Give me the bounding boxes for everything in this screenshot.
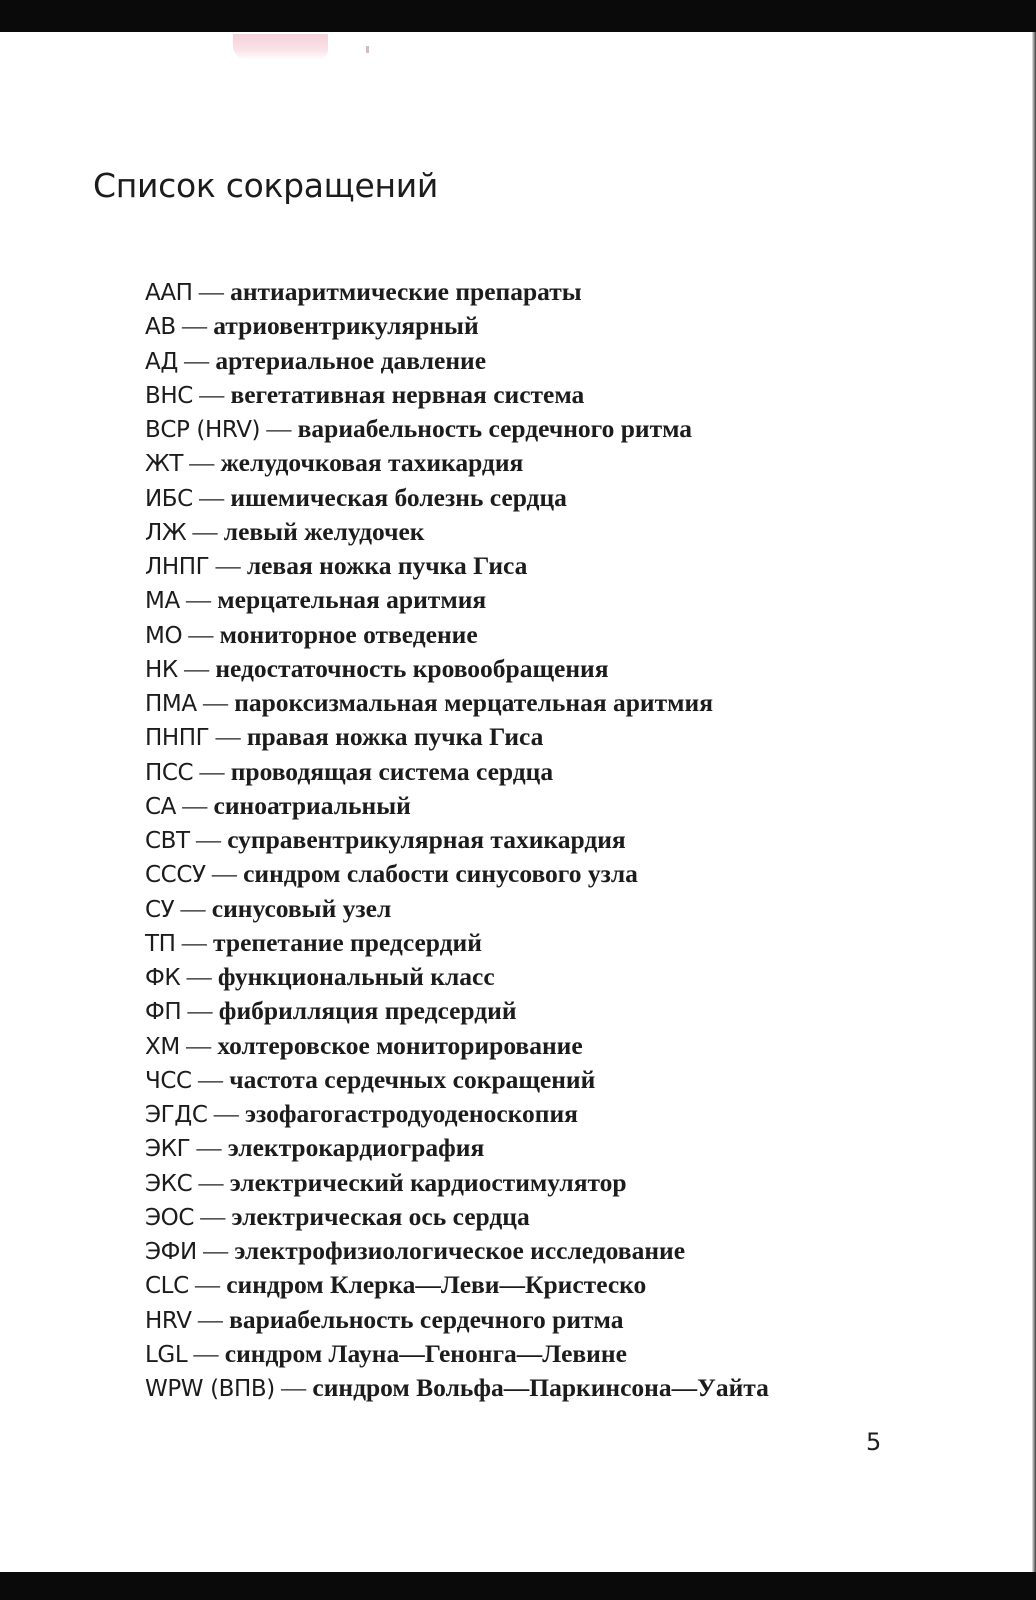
- abbreviation-item: [145, 618, 769, 652]
- abbreviation-item: [145, 857, 769, 891]
- abbreviation-term: ФК: [145, 965, 181, 991]
- abbreviation-separator: —: [182, 621, 220, 649]
- abbreviation-item: [145, 481, 769, 515]
- abbreviation-separator: —: [187, 1340, 225, 1368]
- abbreviation-separator: —: [191, 1306, 230, 1334]
- abbreviation-item: [145, 1063, 769, 1097]
- abbreviation-definition: ишемическая болезнь сердца: [230, 482, 567, 512]
- abbreviation-term: ЭОС: [145, 1204, 195, 1231]
- abbreviation-term: ВНС: [145, 382, 193, 409]
- abbreviation-definition: пароксизмальная мерцательная аритмия: [234, 688, 713, 717]
- abbreviation-definition: частота сердечных сокращений: [229, 1064, 596, 1094]
- abbreviation-item: [145, 823, 769, 857]
- abbreviation-definition: вариабельность сердечного ритма: [229, 1304, 624, 1334]
- abbreviation-term: НК: [145, 656, 178, 683]
- abbreviation-item: [145, 1234, 769, 1268]
- abbreviation-separator: —: [188, 1272, 227, 1300]
- abbreviation-term: ПСС: [145, 759, 194, 786]
- abbreviation-term: АД: [145, 348, 178, 375]
- abbreviation-definition: синдром слабости синусового узла: [243, 859, 638, 889]
- abbreviation-item: [145, 583, 769, 617]
- abbreviation-term: CLC: [145, 1273, 189, 1300]
- abbreviation-item: [145, 515, 769, 549]
- abbreviation-definition: фибрилляция предсердий: [218, 996, 517, 1026]
- abbreviation-definition: левая ножка пучка Гиса: [246, 551, 528, 580]
- abbreviation-term: СУ: [145, 896, 175, 923]
- scan-border-top: [0, 0, 1036, 32]
- abbreviation-item: [145, 960, 769, 994]
- abbreviation-item: [145, 1131, 769, 1165]
- abbreviation-definition: холтеровское мониторирование: [217, 1030, 583, 1060]
- abbreviation-term: HRV: [145, 1307, 192, 1334]
- abbreviation-term: АВ: [145, 314, 176, 341]
- abbreviation-separator: —: [179, 1032, 218, 1060]
- abbreviation-separator: —: [180, 964, 218, 991]
- page-title: Список сокращений: [93, 166, 439, 205]
- abbreviation-definition: атриовентрикулярный: [213, 311, 479, 341]
- abbreviation-term: ЭКГ: [145, 1136, 191, 1163]
- abbreviation-separator: —: [177, 347, 216, 375]
- abbreviation-definition: эзофагогастродуоденоскопия: [245, 1099, 578, 1128]
- abbreviation-term: МО: [145, 622, 183, 649]
- abbreviation-item: [145, 1268, 769, 1302]
- abbreviation-separator: —: [189, 827, 228, 854]
- abbreviation-definition: проводящая система сердца: [230, 756, 554, 786]
- abbreviation-separator: —: [175, 313, 214, 341]
- abbreviation-item: [145, 1029, 769, 1063]
- abbreviation-item: [145, 1097, 769, 1131]
- abbreviation-item: [145, 892, 769, 926]
- abbreviation-item: [145, 1337, 769, 1371]
- abbreviation-definition: электрокардиография: [227, 1133, 485, 1163]
- abbreviation-separator: —: [193, 758, 231, 786]
- abbreviation-item: [145, 1303, 769, 1337]
- abbreviation-definition: мониторное отведение: [219, 619, 478, 649]
- abbreviation-definition: синдром Лауна—Генонга—Левине: [224, 1338, 627, 1368]
- abbreviation-definition: левый желудочек: [223, 516, 425, 546]
- abbreviation-item: [145, 755, 769, 789]
- abbreviation-item: [145, 446, 769, 480]
- abbreviation-definition: мерцательная аритмия: [217, 585, 487, 615]
- abbreviation-separator: —: [209, 724, 247, 752]
- abbreviation-separator: —: [260, 416, 298, 443]
- abbreviation-term: СА: [145, 793, 176, 820]
- abbreviation-definition: недостаточность кровообращения: [215, 653, 609, 683]
- abbreviation-separator: —: [192, 279, 231, 306]
- abbreviation-separator: —: [179, 587, 218, 615]
- abbreviation-definition: вегетативная нервная система: [230, 379, 585, 409]
- abbreviation-term: ПНПГ: [145, 725, 210, 752]
- abbreviation-term: СВТ: [145, 828, 190, 854]
- paper-stain: [233, 34, 328, 60]
- abbreviation-term: ЖТ: [145, 451, 184, 478]
- page-number: 5: [866, 1428, 882, 1456]
- abbreviation-definition: трепетание предсердий: [213, 927, 482, 957]
- abbreviation-separator: —: [176, 792, 214, 820]
- scan-border-right: [1032, 32, 1036, 1572]
- abbreviation-definition: синдром Клерка—Леви—Кристеско: [226, 1270, 647, 1300]
- abbreviation-separator: —: [274, 1375, 313, 1402]
- abbreviation-term: ААП: [145, 280, 193, 306]
- abbreviation-definition: вариабельность сердечного ритма: [297, 414, 693, 443]
- abbreviation-term: ТП: [145, 930, 176, 957]
- abbreviation-definition: желудочковая тахикардия: [220, 448, 524, 478]
- abbreviation-separator: —: [190, 1135, 228, 1163]
- abbreviation-separator: —: [192, 484, 231, 512]
- abbreviation-definition: синоатриальный: [213, 790, 411, 820]
- abbreviation-item: [145, 926, 769, 960]
- abbreviation-item: [145, 1200, 769, 1234]
- abbreviation-term: МА: [145, 588, 180, 615]
- abbreviation-item: [145, 378, 769, 412]
- abbreviation-separator: —: [183, 450, 221, 478]
- abbreviation-separator: —: [175, 929, 214, 957]
- abbreviation-item: [145, 1166, 769, 1200]
- abbreviation-term: ХМ: [145, 1033, 180, 1060]
- abbreviation-item: [145, 789, 769, 823]
- abbreviation-item: [145, 549, 769, 583]
- abbreviation-separator: —: [192, 381, 231, 409]
- abbreviation-term: ЭКС: [145, 1170, 193, 1197]
- scan-border-bottom: [0, 1572, 1036, 1600]
- abbreviation-term: ЭГДС: [145, 1102, 208, 1128]
- abbreviation-separator: —: [196, 1238, 235, 1265]
- abbreviation-definition: функциональный класс: [217, 962, 495, 991]
- abbreviation-separator: —: [196, 690, 235, 717]
- abbreviation-definition: антиаритмические препараты: [230, 277, 582, 306]
- abbreviation-term: ФП: [145, 999, 182, 1026]
- abbreviation-term: ЭФИ: [145, 1239, 197, 1265]
- paper-speck: [366, 46, 369, 53]
- abbreviation-term: ЛЖ: [145, 519, 187, 546]
- abbreviation-definition: электрический кардиостимулятор: [229, 1167, 627, 1197]
- abbreviation-item: [145, 686, 769, 720]
- abbreviation-definition: электрическая ось сердца: [231, 1201, 530, 1231]
- abbreviation-term: СССУ: [145, 862, 206, 889]
- abbreviation-item: [145, 344, 769, 378]
- abbreviation-separator: —: [207, 1101, 246, 1128]
- abbreviation-term: WPW (ВПВ): [145, 1376, 275, 1402]
- abbreviation-definition: синусовый узел: [211, 893, 392, 923]
- abbreviation-item: [145, 994, 769, 1028]
- abbreviation-separator: —: [194, 1203, 232, 1231]
- abbreviation-definition: синдром Вольфа—Паркинсона—Уайта: [312, 1373, 769, 1402]
- abbreviation-term: ПМА: [145, 691, 197, 717]
- abbreviation-term: ЛНПГ: [145, 554, 210, 580]
- abbreviation-item: [145, 652, 769, 686]
- abbreviation-item: [145, 275, 769, 309]
- abbreviation-separator: —: [192, 1169, 230, 1197]
- abbreviation-term: ЧСС: [145, 1067, 192, 1094]
- abbreviation-separator: —: [186, 518, 224, 546]
- abbreviation-definition: электрофизиологическое исследование: [234, 1236, 686, 1265]
- abbreviation-item: [145, 1371, 769, 1405]
- abbreviation-definition: суправентрикулярная тахикардия: [227, 825, 626, 854]
- abbreviation-separator: —: [205, 861, 244, 889]
- abbreviation-separator: —: [181, 998, 219, 1026]
- abbreviation-separator: —: [209, 553, 247, 580]
- abbreviation-separator: —: [174, 895, 212, 923]
- abbreviation-definition: правая ножка пучка Гиса: [246, 722, 544, 752]
- abbreviation-definition: артериальное давление: [215, 345, 487, 375]
- abbreviation-separator: —: [191, 1066, 230, 1094]
- abbreviation-item: [145, 720, 769, 754]
- abbreviation-item: [145, 309, 769, 343]
- abbreviation-item: [145, 412, 769, 446]
- abbreviation-term: LGL: [145, 1341, 188, 1368]
- abbreviation-separator: —: [177, 655, 216, 683]
- abbreviation-list: [145, 275, 769, 1405]
- abbreviation-term: ВСР (HRV): [145, 417, 261, 443]
- abbreviation-term: ИБС: [145, 485, 193, 512]
